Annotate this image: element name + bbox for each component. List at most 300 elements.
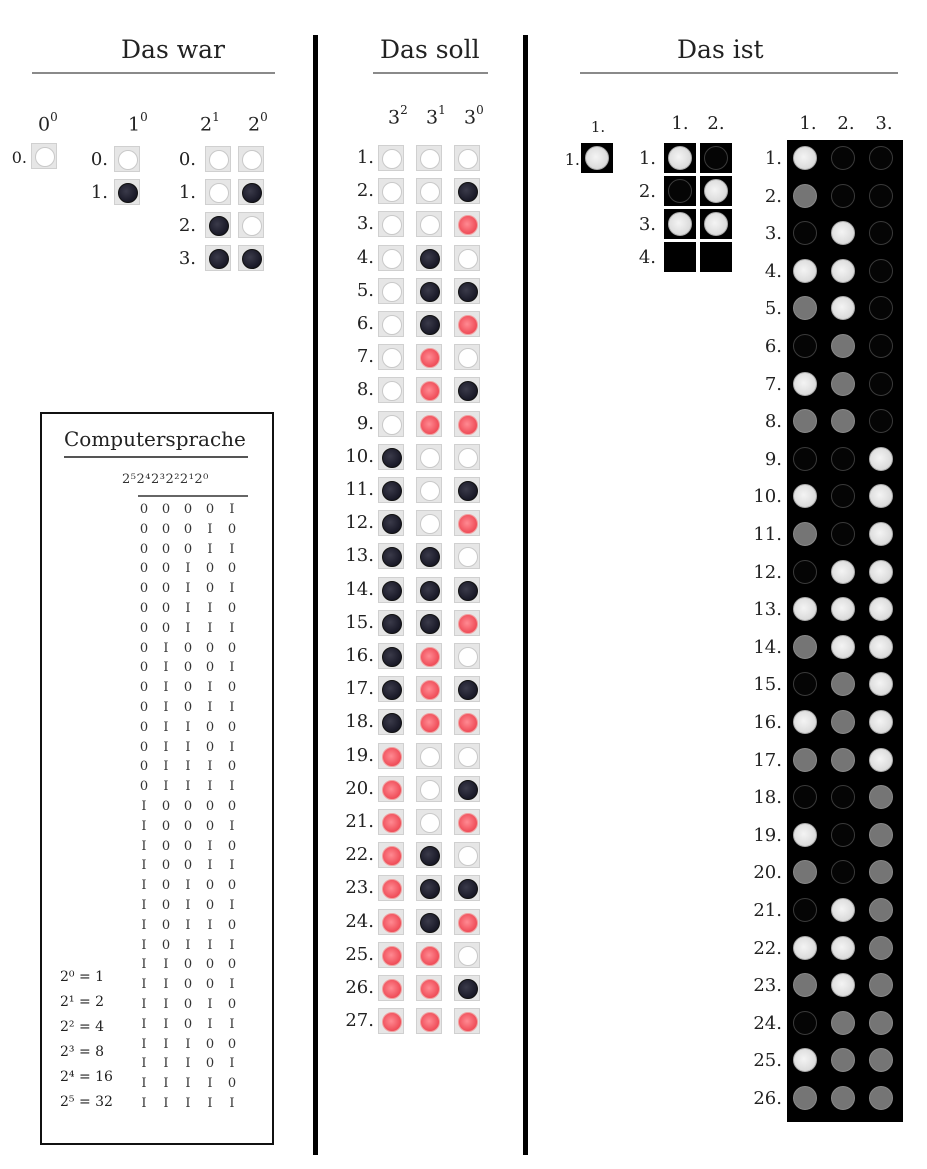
ist-g3-cell (827, 1045, 859, 1075)
ist-g3-cell (827, 895, 859, 925)
bit-digit: 0 (227, 759, 237, 775)
bit-digit: 0 (161, 541, 171, 557)
bit-digit: 0 (183, 957, 193, 973)
bit-digit: 0 (205, 1036, 215, 1052)
bit-digit: I (141, 1076, 147, 1092)
ist-g3-cell-dot (831, 672, 855, 696)
bit-digit: 0 (183, 1016, 193, 1032)
soll-cell (378, 1008, 404, 1034)
bit-digit: I (141, 858, 147, 874)
soll-cell (378, 211, 404, 237)
war-g2-cell-dot (118, 183, 138, 203)
ist-g3-cell-dot (793, 447, 817, 471)
war-g2-row-label: 1. (90, 182, 108, 203)
ist-g3-cell (789, 406, 821, 436)
bit-digit: 0 (205, 719, 215, 735)
bit-digit: I (229, 1016, 235, 1032)
bit-digit: 0 (205, 1056, 215, 1072)
soll-cell-dot (382, 182, 402, 202)
computersprache-box (40, 412, 274, 1145)
soll-cell-dot (382, 1012, 402, 1032)
ist-g3-cell (865, 331, 897, 361)
soll-cell-dot (458, 282, 478, 302)
soll-cell-dot (382, 149, 402, 169)
soll-cell (454, 975, 480, 1001)
soll-cell (416, 709, 442, 735)
ist-g3-cell (827, 369, 859, 399)
soll-cell-dot (382, 913, 402, 933)
war-g3-cell (205, 212, 231, 238)
bit-digit: I (141, 997, 147, 1012)
ist-g3-cell (827, 218, 859, 248)
ist-g3-cell (865, 594, 897, 624)
soll-cell-dot (420, 415, 440, 435)
bit-digit: I (141, 878, 147, 894)
bit-digit: I (185, 581, 191, 597)
bit-digit: I (207, 1016, 213, 1032)
soll-cell (416, 278, 442, 304)
ist-g3-cell-dot (869, 296, 893, 320)
ist-g3-row-label: 19. (753, 824, 782, 846)
ist-g3-cell-dot (831, 973, 855, 997)
ist-g3-cell-dot (831, 409, 855, 433)
power-equation: 2² = 4 (60, 1019, 105, 1035)
bit-row (136, 720, 236, 738)
ist-g3-cell (865, 218, 897, 248)
soll-cell-dot (420, 913, 440, 933)
bit-digit: I (185, 779, 191, 795)
divider-right (523, 35, 528, 1155)
bit-digit: 0 (161, 799, 171, 814)
ist-g3-cell (789, 594, 821, 624)
ist-g3-cell (789, 293, 821, 323)
soll-cell (416, 676, 442, 702)
soll-cell (416, 145, 442, 171)
ist-g3-row-label: 23. (753, 975, 782, 997)
bit-digit: 0 (139, 620, 149, 636)
ist-g2-cell (700, 143, 732, 173)
ist-g3-cell-dot (793, 146, 817, 170)
ist-g2-cell (664, 242, 696, 272)
ist-g3-cell (865, 143, 897, 173)
bit-digit: 0 (139, 759, 149, 775)
soll-cell (416, 377, 442, 403)
war-g2-header (128, 112, 148, 135)
soll-cell-dot (420, 315, 440, 335)
soll-cell (454, 477, 480, 503)
ist-g3-row-label: 25. (753, 1050, 782, 1072)
ist-g3-cell (789, 820, 821, 850)
war-g1-row-label: 0. (11, 148, 27, 167)
bit-digit: I (141, 1096, 147, 1111)
ist-g3-cell-dot (831, 221, 855, 245)
war-g3-row-label: 2. (178, 215, 196, 236)
soll-cell (454, 776, 480, 802)
bit-digit: 0 (227, 917, 237, 933)
bit-row (136, 1096, 236, 1114)
bit-digit: 0 (183, 521, 193, 537)
bit-digit: 0 (139, 640, 149, 656)
ist-g3-cell-dot (793, 334, 817, 358)
ist-g3-row-label: 11. (753, 524, 782, 545)
bit-digit: 0 (161, 937, 171, 953)
bit-row (136, 740, 236, 758)
bit-digit: 0 (205, 878, 215, 894)
ist-g3-cell (789, 707, 821, 737)
soll-row-label: 14. (345, 578, 374, 600)
ist-g3-cell-dot (869, 1086, 893, 1110)
ist-g3-cell-dot (793, 522, 817, 546)
bit-digit: 0 (139, 521, 149, 537)
war-g1-header-exponent: 0 (50, 110, 58, 124)
ist-g3-cell (865, 933, 897, 963)
bit-digit: I (185, 739, 191, 755)
ist-g2-cell-dot (704, 146, 728, 170)
ist-g3-cell-dot (793, 409, 817, 433)
bit-digit: I (163, 1056, 169, 1072)
ist-g3-cell-dot (869, 146, 893, 170)
ist-g3-cell (865, 820, 897, 850)
soll-cell-dot (420, 348, 440, 368)
soll-cell (378, 477, 404, 503)
bit-digit: 0 (139, 541, 149, 557)
soll-cell-dot (420, 614, 440, 634)
soll-cell-dot (420, 282, 440, 302)
bit-digit: I (185, 561, 191, 577)
bit-row (136, 1056, 236, 1074)
soll-cell-dot (382, 348, 402, 368)
ist-g3-cell (827, 256, 859, 286)
bit-digit: I (163, 957, 169, 973)
soll-header-base: 3 (388, 106, 401, 129)
soll-cell-dot (458, 581, 478, 601)
soll-header-exponent: 2 (400, 103, 408, 117)
ist-g3-cell-dot (831, 1086, 855, 1110)
soll-cell-dot (420, 780, 440, 800)
soll-cell (416, 344, 442, 370)
bit-digit: I (207, 838, 213, 854)
ist-g3-row-label: 15. (753, 674, 782, 696)
war-g3-cell (205, 245, 231, 271)
soll-cell (416, 510, 442, 536)
soll-cell (378, 743, 404, 769)
bit-digit: I (229, 1056, 235, 1072)
bit-digit: 0 (205, 957, 215, 973)
bit-digit: I (185, 878, 191, 894)
ist-g3-cell (789, 557, 821, 587)
ist-g3-cell (789, 782, 821, 812)
bit-digit: 0 (139, 502, 149, 517)
soll-cell (416, 743, 442, 769)
ist-g2-row-label: 3. (638, 214, 656, 235)
bit-digit: I (229, 700, 235, 715)
bit-digit: I (207, 620, 213, 636)
ist-g3-cell-dot (869, 672, 893, 696)
soll-row-label: 16. (345, 645, 374, 666)
war-g3-header-base: 2 (248, 113, 261, 136)
ist-g3-cell (789, 745, 821, 775)
war-g3-cell-dot (209, 249, 229, 269)
bit-digit: I (163, 1036, 169, 1052)
bit-row (136, 660, 236, 678)
soll-cell-dot (458, 813, 478, 833)
bit-row (136, 878, 236, 896)
bit-digit: I (141, 1056, 147, 1072)
bit-digit: I (207, 997, 213, 1012)
soll-cell (454, 743, 480, 769)
soll-cell (416, 842, 442, 868)
soll-cell-dot (420, 647, 440, 667)
soll-row-label: 7. (356, 346, 374, 368)
bit-digit: 0 (183, 858, 193, 874)
ist-g2-row-label: 2. (638, 181, 656, 202)
bit-digit: I (185, 898, 191, 913)
soll-cell (454, 1008, 480, 1034)
ist-g3-cell-dot (793, 484, 817, 508)
ist-g3-cell-dot (793, 635, 817, 659)
soll-cell (416, 610, 442, 636)
soll-row-label: 9. (356, 412, 374, 434)
soll-row-label: 24. (345, 910, 374, 932)
soll-cell-dot (382, 381, 402, 401)
soll-row-label: 11. (345, 479, 374, 500)
ist-g3-cell (827, 143, 859, 173)
war-g3-cell-dot (242, 183, 262, 203)
ist-g3-cell (789, 444, 821, 474)
ist-g3-cell-dot (793, 860, 817, 884)
bit-digit: I (185, 1076, 191, 1092)
ist-g3-cell (827, 406, 859, 436)
rule-das-ist (580, 72, 898, 74)
war-g2-cell (114, 179, 140, 205)
ist-g3-cell-dot (869, 334, 893, 358)
bit-digit: I (185, 1036, 191, 1052)
bit-digit: 0 (139, 680, 149, 696)
soll-cell-dot (420, 879, 440, 899)
ist-g3-cell-dot (869, 748, 893, 772)
soll-cell-dot (420, 448, 440, 468)
ist-g3-cell (789, 857, 821, 887)
ist-g3-cell (827, 594, 859, 624)
ist-g3-cell-dot (831, 146, 855, 170)
war-g3-cell (205, 179, 231, 205)
soll-cell (378, 776, 404, 802)
bit-digit: I (229, 779, 235, 795)
ist-g3-cell (827, 933, 859, 963)
ist-g3-cell (865, 1083, 897, 1113)
soll-cell (416, 577, 442, 603)
soll-cell-dot (458, 315, 478, 335)
bit-digit: I (229, 937, 235, 953)
soll-row-label: 5. (356, 279, 374, 301)
ist-g3-cell (789, 632, 821, 662)
soll-cell-dot (382, 481, 402, 501)
ist-g3-cell-dot (793, 259, 817, 283)
soll-cell-dot (382, 780, 402, 800)
soll-cell-dot (458, 780, 478, 800)
soll-cell-dot (458, 614, 478, 634)
soll-cell-dot (458, 215, 478, 235)
soll-cell (454, 344, 480, 370)
bit-digit: I (141, 818, 147, 834)
ist-g3-cell-dot (831, 1048, 855, 1072)
ist-g3-cell-dot (793, 898, 817, 922)
soll-cell-dot (420, 182, 440, 202)
soll-cell-dot (458, 249, 478, 269)
ist-g3-cell-dot (831, 484, 855, 508)
soll-cell (416, 311, 442, 337)
soll-cell (416, 776, 442, 802)
ist-g3-row-label: 8. (764, 411, 782, 433)
ist-g3-row-label: 1. (764, 148, 782, 169)
ist-g3-cell (789, 895, 821, 925)
ist-g3-cell (789, 1008, 821, 1038)
soll-cell (454, 610, 480, 636)
ist-g3-cell-dot (793, 973, 817, 997)
soll-cell (378, 411, 404, 437)
bit-digit: 0 (161, 601, 171, 616)
war-g3-cell-dot (209, 183, 229, 203)
ist-g3-cell-dot (831, 372, 855, 396)
soll-cell-dot (458, 879, 478, 899)
soll-cell-dot (420, 481, 440, 501)
ist-g3-cell-dot (793, 221, 817, 245)
ist-g2-cell-dot (668, 212, 692, 236)
bit-digit: I (229, 818, 235, 834)
bit-digit: 0 (183, 977, 193, 993)
soll-row-label: 27. (345, 1010, 374, 1032)
soll-row-label: 18. (345, 711, 374, 733)
ist-g3-cell-dot (793, 748, 817, 772)
soll-cell (416, 245, 442, 271)
ist-g3-header: 1. (799, 113, 817, 134)
bit-row (136, 957, 236, 975)
ist-g3-cell (827, 293, 859, 323)
ist-g2-header: 1. (671, 113, 689, 134)
ist-g3-cell-dot (869, 184, 893, 208)
bit-digit: 0 (205, 799, 215, 814)
bit-digit: I (163, 739, 169, 755)
ist-g3-cell-dot (869, 597, 893, 621)
ist-g3-cell-dot (831, 785, 855, 809)
bit-digit: I (207, 1096, 213, 1111)
bit-row (136, 819, 236, 837)
soll-cell-dot (420, 946, 440, 966)
bit-row (136, 502, 236, 520)
soll-cell (454, 311, 480, 337)
war-g3-header-exponent: 1 (212, 110, 220, 124)
soll-cell (454, 444, 480, 470)
soll-cell (416, 643, 442, 669)
ist-g3-row-label: 3. (764, 223, 782, 245)
soll-cell (416, 1008, 442, 1034)
bit-digit: 0 (205, 561, 215, 577)
soll-cell (378, 875, 404, 901)
soll-row-label: 23. (345, 877, 374, 899)
war-g3-header-base: 2 (200, 113, 213, 136)
soll-cell-dot (382, 581, 402, 601)
soll-cell (454, 809, 480, 835)
ist-g3-cell-dot (869, 1048, 893, 1072)
war-g3-cell-dot (242, 150, 262, 170)
ist-g3-cell (865, 181, 897, 211)
bit-digit: 0 (205, 640, 215, 656)
soll-cell (378, 278, 404, 304)
bit-digit: 0 (139, 581, 149, 597)
bit-digit: I (229, 977, 235, 993)
soll-cell-dot (420, 381, 440, 401)
soll-cell-dot (382, 846, 402, 866)
soll-row-label: 20. (345, 777, 374, 799)
soll-cell-dot (420, 149, 440, 169)
bit-row (136, 581, 236, 599)
bit-row (136, 938, 236, 956)
ist-g3-cell-dot (869, 372, 893, 396)
war-g2-row-label: 0. (90, 149, 108, 170)
ist-g3-cell (789, 331, 821, 361)
soll-cell-dot (458, 514, 478, 534)
soll-cell-dot (382, 514, 402, 534)
soll-cell (378, 676, 404, 702)
soll-cell-dot (382, 249, 402, 269)
bit-digit: 0 (205, 818, 215, 834)
soll-row-label: 26. (345, 977, 374, 998)
soll-row-label: 1. (356, 147, 374, 168)
soll-cell-dot (382, 813, 402, 833)
bit-digit: 0 (227, 1076, 237, 1092)
soll-cell (378, 311, 404, 337)
soll-cell-dot (382, 647, 402, 667)
soll-cell-dot (458, 182, 478, 202)
ist-g3-cell (865, 444, 897, 474)
bit-digit: 0 (161, 502, 171, 517)
bit-digit: I (163, 1016, 169, 1032)
soll-cell-dot (382, 315, 402, 335)
soll-cell (454, 842, 480, 868)
ist-g3-cell (827, 444, 859, 474)
bit-digit: 0 (161, 917, 171, 933)
soll-cell-dot (458, 481, 478, 501)
bit-row (136, 601, 236, 619)
soll-cell (454, 909, 480, 935)
ist-g3-cell-dot (793, 823, 817, 847)
ist-g3-cell (789, 481, 821, 511)
ist-g3-cell-dot (869, 710, 893, 734)
ist-g3-cell-dot (793, 560, 817, 584)
soll-cell (378, 809, 404, 835)
ist-g3-cell-dot (831, 936, 855, 960)
soll-cell-dot (382, 282, 402, 302)
bit-row (136, 898, 236, 916)
soll-cell (454, 411, 480, 437)
soll-cell-dot (458, 680, 478, 700)
bit-digit: 0 (183, 818, 193, 834)
soll-cell-dot (458, 713, 478, 733)
soll-cell (454, 577, 480, 603)
bit-digit: I (163, 759, 169, 775)
soll-cell (416, 809, 442, 835)
ist-g3-cell-dot (869, 221, 893, 245)
bit-digit: I (141, 917, 147, 933)
soll-cell (454, 543, 480, 569)
bit-digit: I (185, 719, 191, 735)
ist-g3-cell (865, 1008, 897, 1038)
soll-cell-dot (458, 946, 478, 966)
ist-g3-cell (827, 1083, 859, 1113)
ist-g3-cell-dot (831, 259, 855, 283)
ist-g3-cell (789, 519, 821, 549)
ist-g2-cell (664, 143, 696, 173)
